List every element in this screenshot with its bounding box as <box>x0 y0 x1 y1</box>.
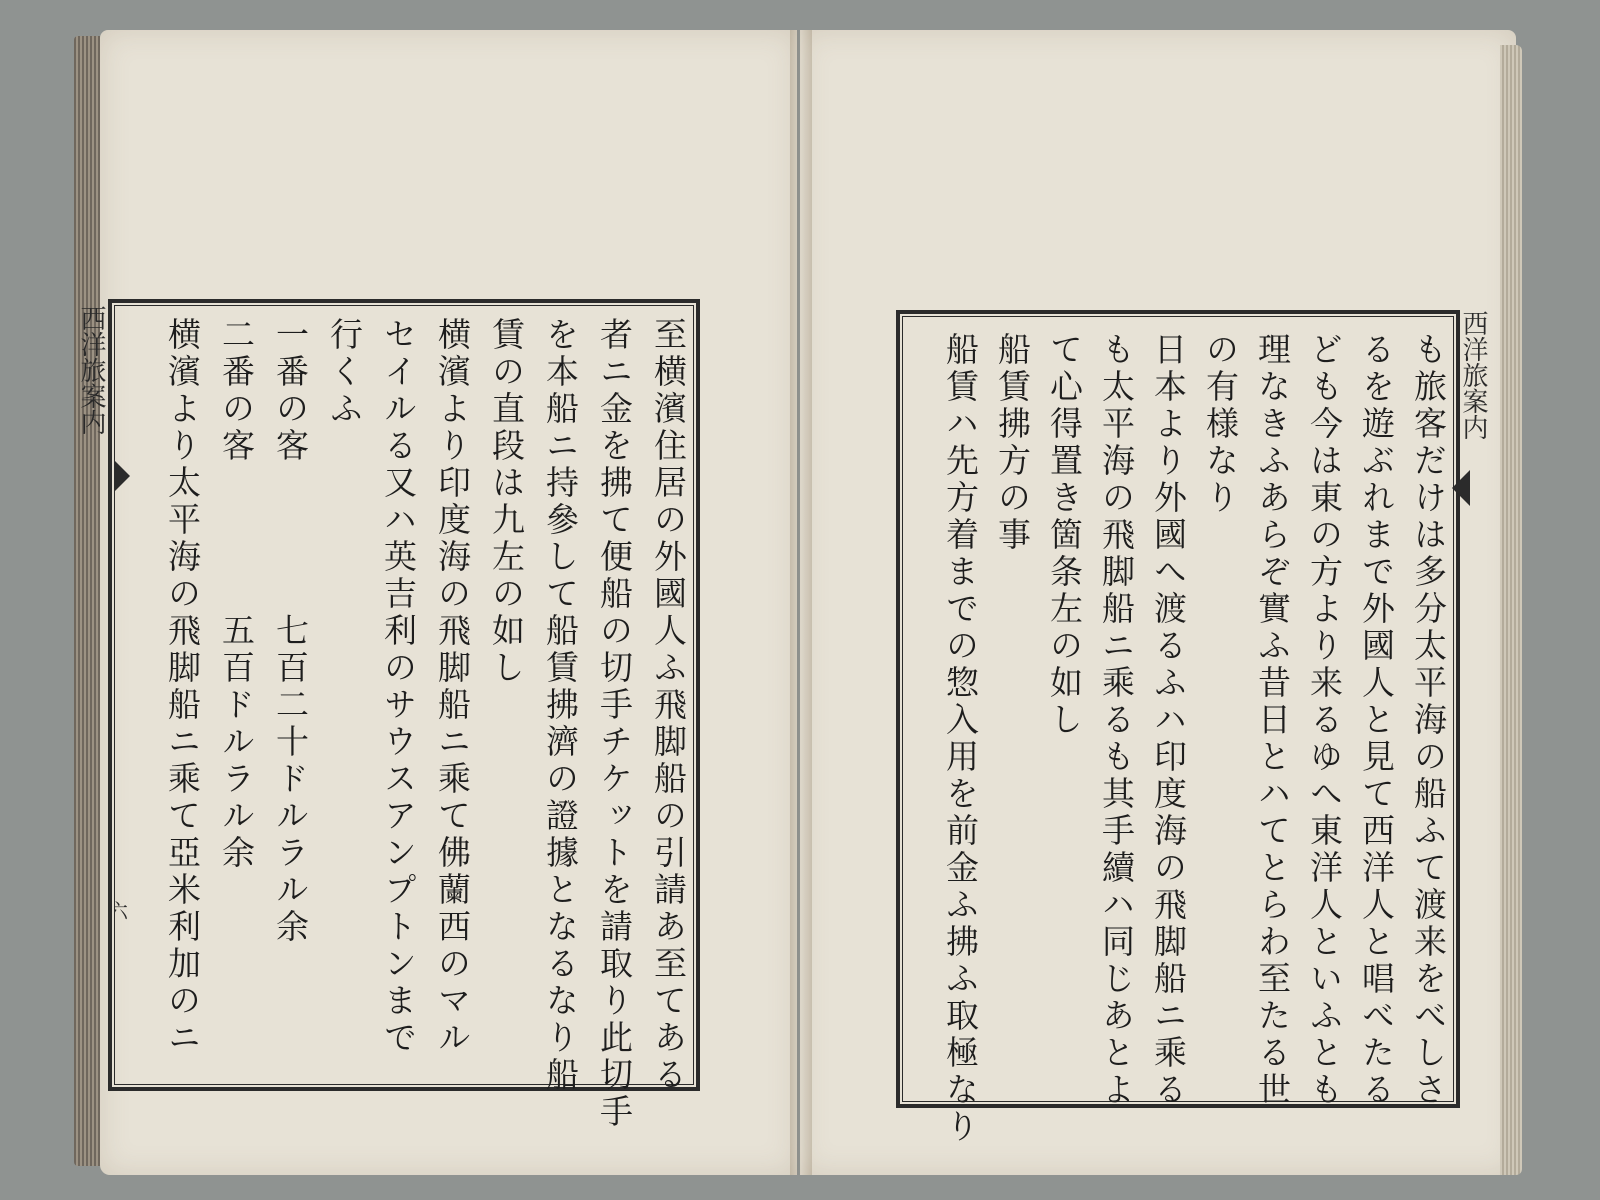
leaf-number: 六 <box>108 899 128 923</box>
text-column: セイルる又ハ英吉利のサウスアンプトンまで <box>379 317 418 1057</box>
book-gutter <box>790 30 812 1175</box>
text-column: も旅客だけは多分太平海の船ふて渡来をべしさ <box>1409 332 1448 1109</box>
text-column: の有様なり <box>1201 332 1240 517</box>
text-column: 一番の客 七百二十ドルラル余 <box>271 317 310 946</box>
page-edges <box>1500 45 1522 1175</box>
left-page-hanshin-title: 西洋旅案内 <box>76 305 106 435</box>
text-column: 行くふ <box>325 317 364 428</box>
text-column: 二番の客 五百ドルラル余 <box>217 317 256 872</box>
right-fish-tail-mark <box>1452 470 1470 506</box>
left-text-frame <box>108 299 700 1131</box>
text-column: 賃の直段は九左の如し <box>487 317 526 687</box>
text-column: るを遊ぶれまで外國人と見て西洋人と唱べたる <box>1357 332 1396 1109</box>
right-page-hanshin-title: 西洋旅案内 <box>1458 310 1488 440</box>
text-column: ども今は東の方より来るゆへ東洋人といふとも <box>1305 332 1344 1109</box>
text-column: 理なきふあらぞ實ふ昔日とハてとらわ至たる世 <box>1253 332 1292 1109</box>
text-column: て心得置き箇条左の如し <box>1045 332 1084 739</box>
right-text-frame <box>896 310 1460 1146</box>
text-column: 横濱より印度海の飛脚船ニ乘て佛蘭西のマル <box>433 317 472 1057</box>
text-column: 横濱より太平海の飛脚船ニ乘て亞米利加のニ <box>163 317 202 1057</box>
text-column: 船賃拂方の事 <box>993 332 1032 554</box>
text-column: も太平海の飛脚船ニ乘るも其手續ハ同じあとよ <box>1097 332 1136 1109</box>
text-column: 至横濱住居の外國人ふ飛脚船の引請あ至てある <box>649 317 688 1094</box>
text-column: を本船ニ持參して船賃拂濟の證據となるなり船 <box>541 317 580 1094</box>
text-column: 船賃ハ先方着までの惣入用を前金ふ拂ふ取極なり <box>941 332 980 1146</box>
text-column: 日本より外國へ渡るふハ印度海の飛脚船ニ乘る <box>1149 332 1188 1109</box>
text-column: 者ニ金を拂て便船の切手チケットを請取り此切手 <box>595 317 634 1131</box>
